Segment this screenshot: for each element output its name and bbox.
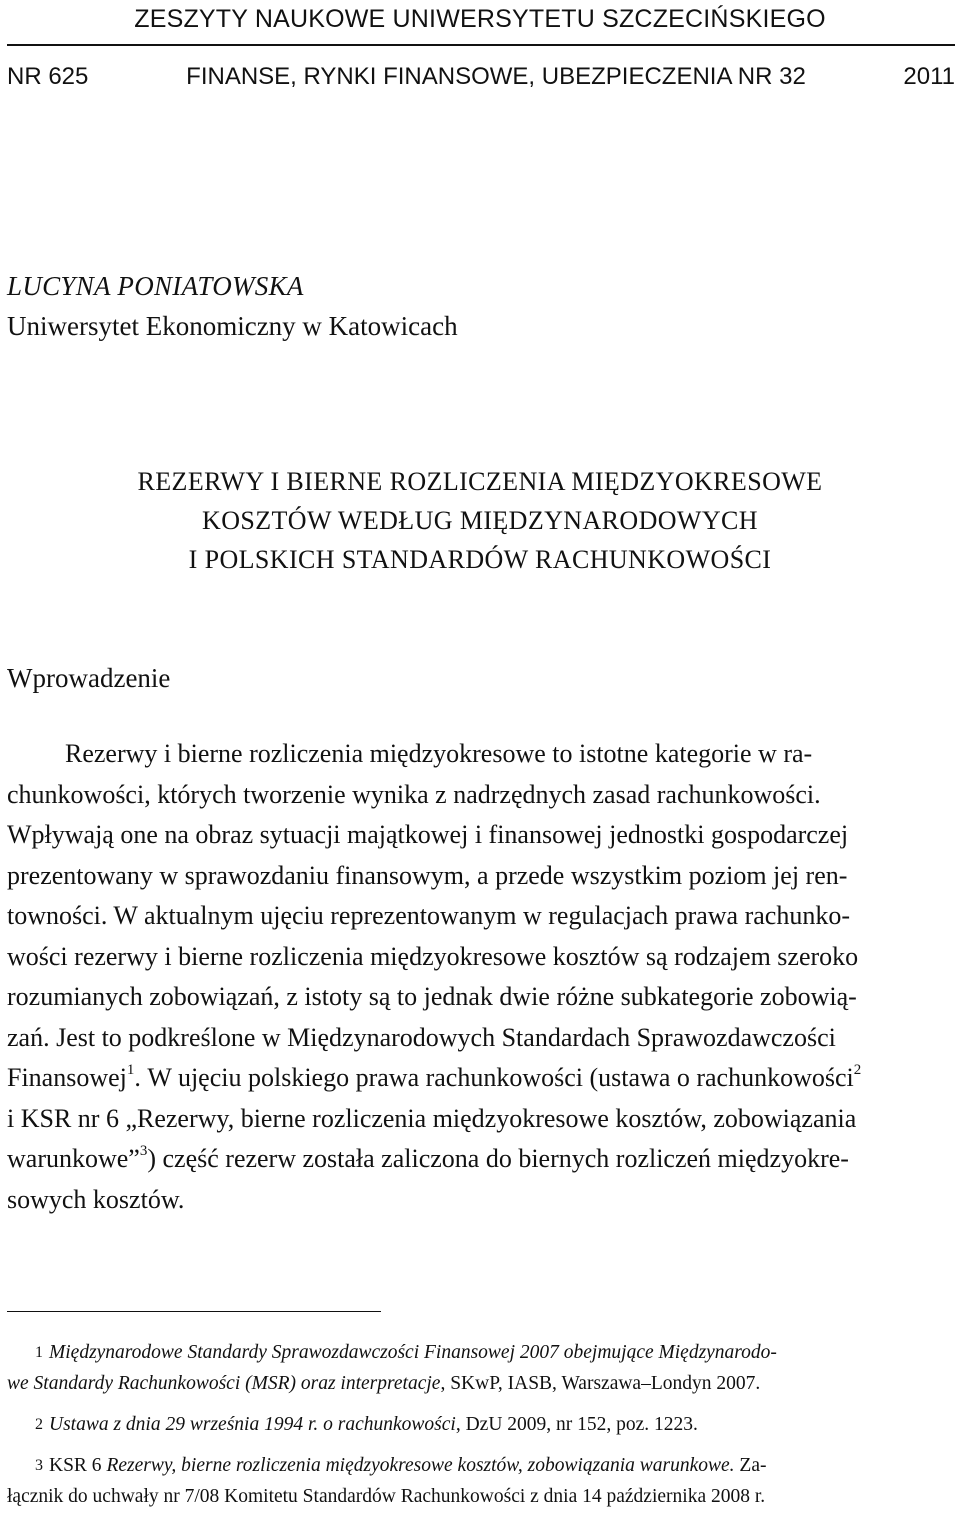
author-affiliation: Uniwersytet Ekonomiczny w Katowicach (7, 311, 458, 341)
series-name: FINANSE, RYNKI FINANSOWE, UBEZPIECZENIA NR 32 (186, 63, 806, 90)
footnote-text: KSR 6 (49, 1455, 102, 1476)
author-name: LUCYNA PONIATOWSKA (7, 271, 304, 301)
text-span: ) część rezerw została zaliczona do biernych rozliczeń międzyokre- (147, 1144, 849, 1173)
section-heading: Wprowadzenie (7, 663, 171, 693)
text-line (7, 1139, 955, 1180)
footnote-text: we Standardy Rachunkowości (MSR) oraz interpretacje (7, 1373, 441, 1394)
footnote-line (7, 1450, 955, 1481)
text-span: wości rezerwy i bierne rozliczenia międzyokresowe kosztów są rodzajem szeroko (7, 941, 859, 971)
text-span: sowych kosztów. (7, 1184, 185, 1214)
footnote-text: Rezerwy, bierne rozliczenia międzyokresowe kosztów, zobowiązania warunkowe. (106, 1455, 735, 1476)
footnote-ref[interactable]: 2 (853, 1062, 862, 1079)
text-line (7, 1180, 955, 1221)
footnote-3 (7, 1450, 955, 1512)
footnote-separator (7, 1311, 381, 1312)
footnote-text: , SKwP, IASB, Warszawa–Londyn 2007. (440, 1373, 761, 1394)
text-span: Wpływają one na obraz sytuacji majątkowej i finansowej jednostki gospodarczej (7, 820, 849, 849)
text-line (7, 937, 955, 978)
text-span: W ujęciu polskiego prawa rachunkowości (ustawa o rachunkowości (147, 1063, 854, 1092)
text-span: Finansowej$^1$. W ujęciu polskiego prawa rachunkowości (ustawa o rachunkowości$^2$ (7, 1062, 862, 1092)
body-paragraph (7, 734, 955, 1220)
footnote-number: 3 (35, 1457, 43, 1474)
text-span: zań. Jest to podkreślone w Międzynarodowych Standardach Sprawozdawczości (7, 1022, 836, 1052)
text-span: Rezerwy i bierne rozliczenia międzyokresowe to istotne kategorie w ra- (65, 739, 813, 768)
text-line (7, 977, 955, 1018)
title-line: I POLSKICH STANDARDÓW RACHUNKOWOŚCI (188, 545, 772, 574)
footnote-text: Ustawa z dnia 29 września 1994 r. o rachunkowości (49, 1414, 456, 1435)
footnote-text: Za- (739, 1455, 767, 1476)
text-line (7, 734, 955, 775)
title-line: KOSZTÓW WEDŁUG MIĘDZYNARODOWYCH (202, 506, 758, 535)
article-title (0, 462, 960, 579)
issue-year: 2011 (903, 63, 955, 90)
text-line (7, 815, 955, 856)
text-span: towności. W aktualnym ujęciu reprezentowanym w regulacjach prawa rachunko- (7, 901, 850, 930)
journal-title: ZESZYTY NAUKOWE UNIWERSYTETU SZCZECIŃSKIEGO (134, 5, 826, 33)
footnote-ref[interactable]: 1 (126, 1062, 135, 1079)
text-line (7, 775, 955, 816)
header-rule (7, 44, 955, 46)
footnote-line (7, 1368, 955, 1399)
footnote-number: 1 (35, 1344, 43, 1361)
series-row (7, 62, 955, 92)
footnote-text: łącznik do uchwały nr 7/08 Komitetu Standardów Rachunkowości z dnia 14 października 2008 r. (7, 1486, 766, 1507)
text-span: warunkowe” (7, 1144, 140, 1173)
footnote-text: , DzU 2009, nr 152, poz. 1223. (455, 1414, 698, 1435)
footnote-line (7, 1337, 955, 1368)
text-span: Finansowej (7, 1063, 127, 1092)
text-line (7, 1099, 955, 1140)
text-span (7, 1139, 849, 1180)
footnotes (7, 1337, 955, 1522)
footnote-ref[interactable]: 3 (139, 1143, 148, 1160)
text-line (7, 896, 955, 937)
footnote-number: 2 (35, 1416, 43, 1433)
text-span: rozumianych zobowiązań, z istoty są to jednak dwie różne subkategorie zobowią- (7, 982, 857, 1011)
text-span: prezentowany w sprawozdaniu finansowym, a przede wszystkim poziom jej ren- (7, 860, 848, 890)
text-line (7, 1058, 955, 1099)
footnote-2 (7, 1409, 955, 1440)
text-span: chunkowości, których tworzenie wynika z nadrzędnych zasad rachunkowości. (7, 779, 821, 809)
issue-number: NR 625 (7, 63, 89, 90)
text-span: i KSR nr 6 „Rezerwy, bierne rozliczenia międzyokresowe kosztów, zobowiązania (7, 1103, 857, 1133)
footnote-line (7, 1409, 955, 1440)
footnote-line (7, 1481, 955, 1512)
text-line (7, 856, 955, 897)
text-line (7, 1018, 955, 1059)
footnote-1 (7, 1337, 955, 1399)
title-line: REZERWY I BIERNE ROZLICZENIA MIĘDZYOKRESOWE (137, 467, 823, 496)
footnote-text: Międzynarodowe Standardy Sprawozdawczości Finansowej 2007 obejmujące Międzynarodo- (49, 1342, 777, 1363)
